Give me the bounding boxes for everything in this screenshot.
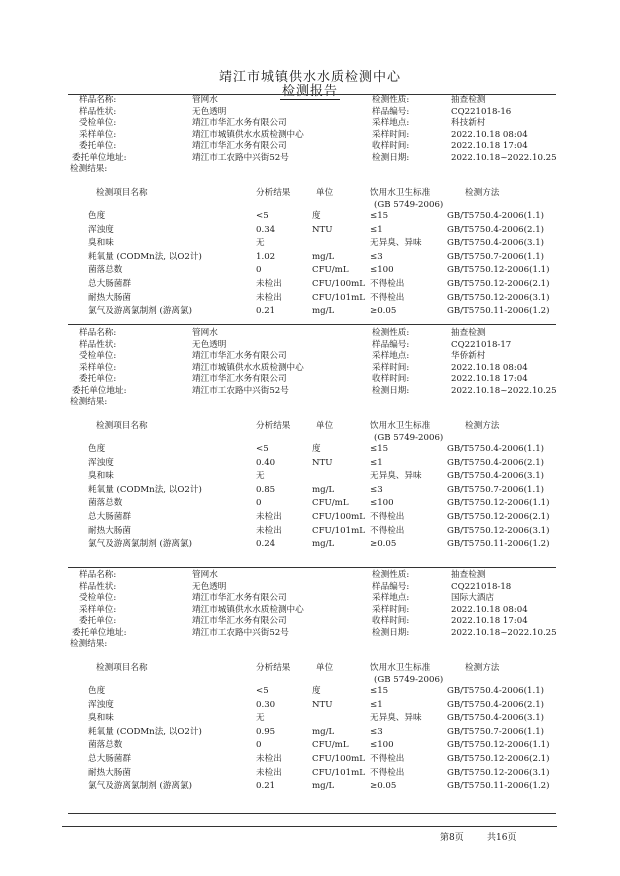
row-unit: CFU/mL — [312, 498, 349, 509]
row-standard: 不得检出 — [370, 512, 405, 522]
row-item: 菌落总数 — [88, 740, 123, 751]
row-item: 臭和味 — [88, 713, 114, 724]
test-nature-value: 抽查检测 — [451, 570, 486, 580]
sampling-time-value: 2022.10.18 08:04 — [451, 129, 528, 140]
row-result: 无 — [256, 471, 265, 482]
row-unit: CFU/101mL — [312, 525, 365, 536]
sample-property-label: 样品性状: — [79, 106, 117, 117]
row-result: 0.85 — [256, 484, 276, 495]
col-standard-header: 饮用水卫生标准 — [370, 188, 431, 198]
client-unit-label: 委托单位: — [79, 616, 117, 626]
row-method: GB/T5750.12-2006(1.1) — [447, 498, 550, 509]
sample-property-label: 样品性状: — [79, 339, 117, 350]
row-unit: CFU/101mL — [312, 767, 365, 778]
row-method: GB/T5750.11-2006(1.2) — [447, 306, 550, 317]
sampling-unit-label: 采样单位: — [79, 129, 117, 140]
test-result-label: 检测结果: — [70, 639, 108, 649]
row-unit: mg/L — [312, 484, 335, 495]
row-result: 无 — [256, 713, 265, 724]
row-unit: 度 — [312, 211, 321, 221]
sampling-unit-value: 靖江市城镇供水水质检测中心 — [192, 129, 304, 140]
sample-no-label: 样品编号: — [372, 581, 410, 592]
client-unit-value: 靖江市华汇水务有限公司 — [192, 141, 287, 151]
row-result: 0 — [256, 265, 262, 276]
row-result: 0.21 — [256, 781, 276, 792]
row-item: 浑浊度 — [88, 457, 114, 468]
client-unit-label: 委托单位: — [79, 374, 117, 384]
row-standard: ≥0.05 — [370, 539, 397, 550]
row-result: 0.30 — [256, 699, 276, 710]
row-standard: ≤100 — [370, 498, 394, 509]
row-standard: ≤3 — [370, 251, 383, 262]
client-address-value: 靖江市工农路中兴街52号 — [192, 627, 289, 638]
row-standard: ≤1 — [370, 224, 383, 235]
row-item: 耐热大肠菌 — [88, 525, 131, 536]
row-item: 总大肠菌群 — [88, 754, 131, 764]
sampling-time-label: 采样时间: — [372, 129, 410, 140]
row-standard: ≤1 — [370, 699, 383, 710]
row-result: 未检出 — [256, 292, 282, 303]
row-method: GB/T5750.4-2006(2.1) — [447, 699, 545, 710]
row-item: 耗氧量 (CODMn法, 以O2计) — [88, 251, 202, 262]
test-result-label: 检测结果: — [70, 164, 108, 174]
row-standard: 不得检出 — [370, 525, 405, 536]
sampling-time-value: 2022.10.18 08:04 — [451, 604, 528, 615]
col-unit-header: 单位 — [316, 663, 334, 673]
sampling-site-label: 采样地点: — [372, 593, 410, 603]
row-method: GB/T5750.7-2006(1.1) — [447, 251, 545, 262]
col-method-header: 检测方法 — [465, 421, 500, 431]
row-item: 色度 — [88, 211, 106, 221]
row-unit: CFU/mL — [312, 740, 349, 751]
sampling-unit-label: 采样单位: — [79, 362, 117, 373]
col-result-header: 分析结果 — [256, 421, 291, 431]
receive-time-label: 收样时间: — [372, 374, 410, 384]
row-method: GB/T5750.4-2006(1.1) — [447, 686, 545, 696]
sampling-unit-value: 靖江市城镇供水水质检测中心 — [192, 362, 304, 373]
footer-rule — [62, 826, 557, 827]
inspected-unit-label: 受检单位: — [79, 118, 117, 128]
row-result: 0.34 — [256, 224, 276, 235]
receive-time-value: 2022.10.18 17:04 — [451, 616, 528, 626]
row-item: 臭和味 — [88, 471, 114, 482]
row-unit: NTU — [312, 224, 333, 235]
inspected-unit-value: 靖江市华汇水务有限公司 — [192, 351, 287, 361]
row-standard: ≤100 — [370, 265, 394, 276]
col-item-header: 检测项目名称 — [96, 188, 148, 198]
row-unit: mg/L — [312, 539, 335, 550]
test-nature-label: 检测性质: — [372, 328, 410, 338]
row-item: 耐热大肠菌 — [88, 292, 131, 303]
test-date-label: 检测日期: — [372, 152, 410, 163]
org-title: 靖江市城镇供水水质检测中心 — [218, 70, 401, 85]
row-result: 未检出 — [256, 279, 282, 289]
sampling-site-value: 科技新村 — [451, 118, 486, 128]
row-method: GB/T5750.12-2006(1.1) — [447, 265, 550, 276]
row-standard: 不得检出 — [370, 292, 405, 303]
row-unit: CFU/mL — [312, 265, 349, 276]
sampling-site-label: 采样地点: — [372, 351, 410, 361]
row-method: GB/T5750.7-2006(1.1) — [447, 484, 545, 495]
sampling-site-label: 采样地点: — [372, 118, 410, 128]
row-method: GB/T5750.12-2006(3.1) — [447, 767, 550, 778]
receive-time-label: 收样时间: — [372, 141, 410, 151]
row-result: 无 — [256, 238, 265, 249]
report-block — [0, 569, 620, 814]
row-standard: ≤1 — [370, 457, 383, 468]
row-item: 色度 — [88, 444, 106, 454]
row-item: 菌落总数 — [88, 498, 123, 509]
client-unit-label: 委托单位: — [79, 141, 117, 151]
row-unit: mg/L — [312, 781, 335, 792]
sample-no-label: 样品编号: — [372, 339, 410, 350]
row-method: GB/T5750.11-2006(1.2) — [447, 781, 550, 792]
col-unit-header: 单位 — [316, 421, 334, 431]
report-block — [0, 94, 620, 325]
row-item: 色度 — [88, 686, 106, 696]
client-unit-value: 靖江市华汇水务有限公司 — [192, 616, 287, 626]
receive-time-value: 2022.10.18 17:04 — [451, 374, 528, 384]
row-method: GB/T5750.4-2006(3.1) — [447, 471, 545, 482]
row-unit: mg/L — [312, 251, 335, 262]
test-date-label: 检测日期: — [372, 627, 410, 638]
sampling-unit-value: 靖江市城镇供水水质检测中心 — [192, 604, 304, 615]
sample-name-value: 管网水 — [192, 570, 218, 580]
row-standard: 无异臭、异味 — [370, 713, 422, 724]
col-standard-subheader: (GB 5749-2006) — [374, 200, 444, 210]
row-result: 0.24 — [256, 539, 276, 550]
row-result: 0.21 — [256, 306, 276, 317]
row-result: <5 — [256, 686, 269, 696]
row-result: 0.95 — [256, 726, 276, 737]
sample-name-label: 样品名称: — [79, 328, 117, 338]
receive-time-value: 2022.10.18 17:04 — [451, 141, 528, 151]
row-unit: CFU/100mL — [312, 512, 365, 522]
sample-name-value: 管网水 — [192, 95, 218, 105]
client-address-label: 委托单位地址: — [72, 152, 127, 163]
row-result: 0 — [256, 740, 262, 751]
row-method: GB/T5750.4-2006(1.1) — [447, 211, 545, 221]
row-unit: mg/L — [312, 306, 335, 317]
sample-name-label: 样品名称: — [79, 570, 117, 580]
col-standard-header: 饮用水卫生标准 — [370, 421, 431, 431]
test-date-label: 检测日期: — [372, 385, 410, 396]
row-item: 氯气及游离氯制剂 (游离氯) — [88, 781, 192, 792]
row-unit: 度 — [312, 444, 321, 454]
row-item: 氯气及游离氯制剂 (游离氯) — [88, 539, 192, 550]
row-result: 0.40 — [256, 457, 276, 468]
sampling-unit-label: 采样单位: — [79, 604, 117, 615]
row-result: <5 — [256, 211, 269, 221]
row-standard: 不得检出 — [370, 767, 405, 778]
sampling-site-value: 华侨新村 — [451, 351, 486, 361]
row-result: 未检出 — [256, 754, 282, 764]
row-result: 0 — [256, 498, 262, 509]
sample-name-label: 样品名称: — [79, 95, 117, 105]
row-method: GB/T5750.4-2006(3.1) — [447, 238, 545, 249]
row-standard: 无异臭、异味 — [370, 238, 422, 249]
col-item-header: 检测项目名称 — [96, 663, 148, 673]
test-result-label: 检测结果: — [70, 397, 108, 407]
test-date-value: 2022.10.18~2022.10.25 — [451, 385, 557, 396]
row-item: 浑浊度 — [88, 224, 114, 235]
row-standard: 不得检出 — [370, 754, 405, 764]
col-method-header: 检测方法 — [465, 188, 500, 198]
sample-property-label: 样品性状: — [79, 581, 117, 592]
row-method: GB/T5750.4-2006(1.1) — [447, 444, 545, 454]
page-total: 共16页 — [487, 833, 517, 843]
col-standard-subheader: (GB 5749-2006) — [374, 675, 444, 685]
row-standard: ≥0.05 — [370, 781, 397, 792]
row-unit: 度 — [312, 686, 321, 696]
row-item: 浑浊度 — [88, 699, 114, 710]
row-standard: ≤100 — [370, 740, 394, 751]
row-unit: CFU/100mL — [312, 279, 365, 289]
col-standard-subheader: (GB 5749-2006) — [374, 433, 444, 443]
client-address-label: 委托单位地址: — [72, 627, 127, 638]
sample-name-value: 管网水 — [192, 328, 218, 338]
row-standard: ≤3 — [370, 484, 383, 495]
row-standard: ≤15 — [370, 444, 389, 454]
client-unit-value: 靖江市华汇水务有限公司 — [192, 374, 287, 384]
test-nature-value: 抽查检测 — [451, 95, 486, 105]
test-nature-label: 检测性质: — [372, 95, 410, 105]
inspected-unit-value: 靖江市华汇水务有限公司 — [192, 593, 287, 603]
col-method-header: 检测方法 — [465, 663, 500, 673]
receive-time-label: 收样时间: — [372, 616, 410, 626]
row-method: GB/T5750.7-2006(1.1) — [447, 726, 545, 737]
row-unit: NTU — [312, 457, 333, 468]
row-result: 1.02 — [256, 251, 276, 262]
col-item-header: 检测项目名称 — [96, 421, 148, 431]
sample-property-value: 无色透明 — [192, 581, 227, 592]
sample-no-value: CQ221018-17 — [451, 339, 512, 350]
row-standard: 无异臭、异味 — [370, 471, 422, 482]
sampling-site-value: 国际大酒店 — [451, 593, 494, 603]
block-divider — [68, 813, 556, 814]
test-date-value: 2022.10.18~2022.10.25 — [451, 627, 557, 638]
row-standard: ≤15 — [370, 211, 389, 221]
row-item: 总大肠菌群 — [88, 279, 131, 289]
row-method: GB/T5750.4-2006(2.1) — [447, 457, 545, 468]
row-method: GB/T5750.11-2006(1.2) — [447, 539, 550, 550]
row-item: 臭和味 — [88, 238, 114, 249]
row-unit: NTU — [312, 699, 333, 710]
row-standard: ≤3 — [370, 726, 383, 737]
row-method: GB/T5750.4-2006(2.1) — [447, 224, 545, 235]
inspected-unit-label: 受检单位: — [79, 593, 117, 603]
row-standard: 不得检出 — [370, 279, 405, 289]
row-item: 耐热大肠菌 — [88, 767, 131, 778]
row-unit: mg/L — [312, 726, 335, 737]
title-rule — [68, 94, 556, 95]
sampling-time-value: 2022.10.18 08:04 — [451, 362, 528, 373]
row-standard: ≥0.05 — [370, 306, 397, 317]
inspected-unit-value: 靖江市华汇水务有限公司 — [192, 118, 287, 128]
row-item: 菌落总数 — [88, 265, 123, 276]
test-date-value: 2022.10.18~2022.10.25 — [451, 152, 557, 163]
col-result-header: 分析结果 — [256, 188, 291, 198]
row-result: <5 — [256, 444, 269, 454]
client-address-label: 委托单位地址: — [72, 385, 127, 396]
row-method: GB/T5750.12-2006(2.1) — [447, 512, 550, 522]
row-method: GB/T5750.12-2006(2.1) — [447, 279, 550, 289]
row-item: 氯气及游离氯制剂 (游离氯) — [88, 306, 192, 317]
doc-title-text: 检测报告 — [281, 84, 338, 99]
row-method: GB/T5750.12-2006(1.1) — [447, 740, 550, 751]
sampling-time-label: 采样时间: — [372, 604, 410, 615]
test-nature-value: 抽查检测 — [451, 328, 486, 338]
row-item: 耗氧量 (CODMn法, 以O2计) — [88, 726, 202, 737]
row-method: GB/T5750.12-2006(3.1) — [447, 525, 550, 536]
col-unit-header: 单位 — [316, 188, 334, 198]
block-divider — [68, 567, 556, 568]
sample-no-label: 样品编号: — [372, 106, 410, 117]
col-standard-header: 饮用水卫生标准 — [370, 663, 431, 673]
test-nature-label: 检测性质: — [372, 570, 410, 580]
row-item: 总大肠菌群 — [88, 512, 131, 522]
sample-no-value: CQ221018-18 — [451, 581, 512, 592]
row-result: 未检出 — [256, 512, 282, 522]
col-result-header: 分析结果 — [256, 663, 291, 673]
sample-property-value: 无色透明 — [192, 339, 227, 350]
row-method: GB/T5750.4-2006(3.1) — [447, 713, 545, 724]
page-number: 第8页 — [440, 833, 464, 843]
row-result: 未检出 — [256, 525, 282, 536]
row-item: 耗氧量 (CODMn法, 以O2计) — [88, 484, 202, 495]
row-method: GB/T5750.12-2006(3.1) — [447, 292, 550, 303]
client-address-value: 靖江市工农路中兴街52号 — [192, 385, 289, 396]
block-divider — [68, 324, 556, 325]
row-method: GB/T5750.12-2006(2.1) — [447, 754, 550, 764]
row-unit: CFU/100mL — [312, 754, 365, 764]
row-standard: ≤15 — [370, 686, 389, 696]
sampling-time-label: 采样时间: — [372, 362, 410, 373]
row-result: 未检出 — [256, 767, 282, 778]
sample-property-value: 无色透明 — [192, 106, 227, 117]
report-block — [0, 327, 620, 568]
client-address-value: 靖江市工农路中兴街52号 — [192, 152, 289, 163]
sample-no-value: CQ221018-16 — [451, 106, 512, 117]
row-unit: CFU/101mL — [312, 292, 365, 303]
inspected-unit-label: 受检单位: — [79, 351, 117, 361]
